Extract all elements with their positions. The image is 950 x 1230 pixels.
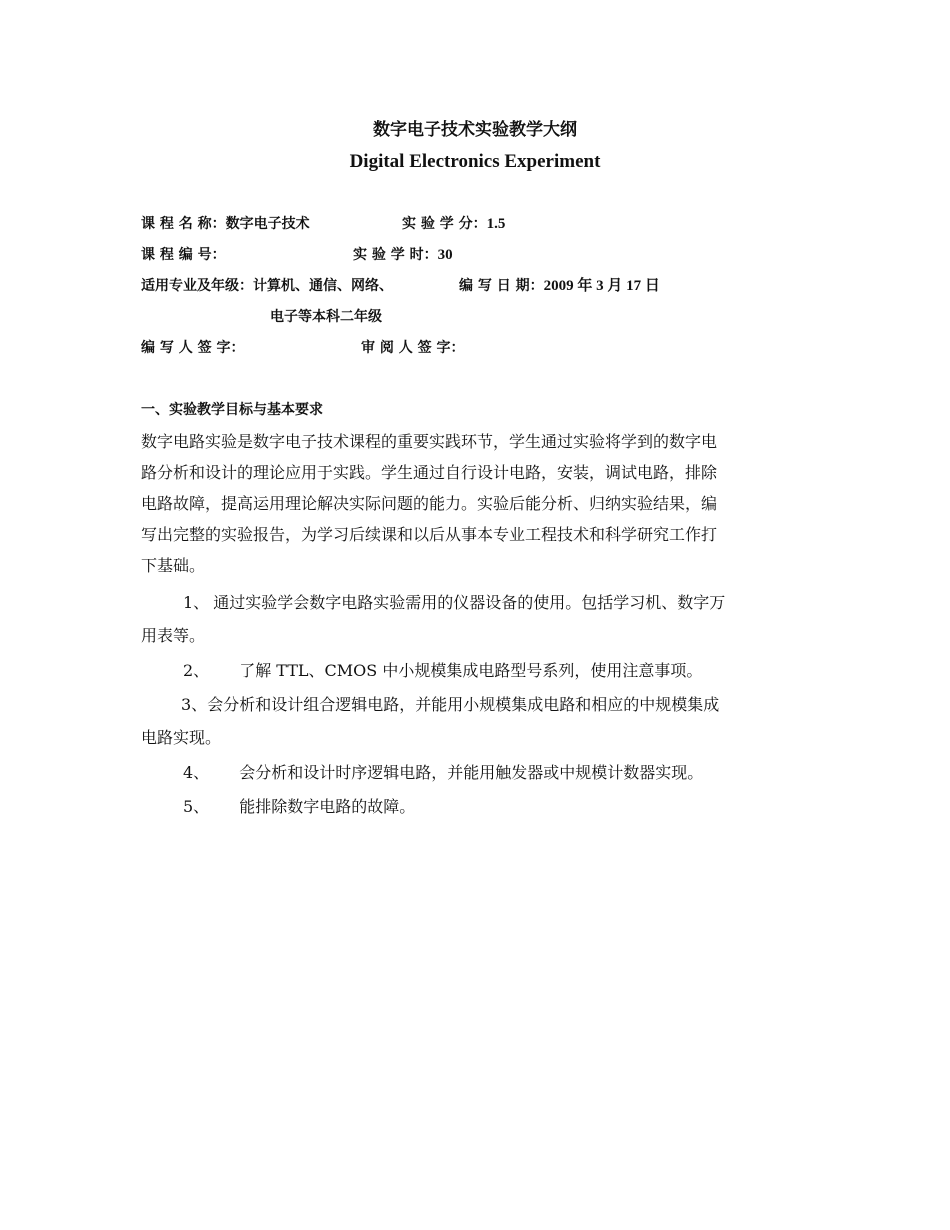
credit-value: 1.5 [486,216,506,232]
item-text: 会分析和设计时序逻辑电路，并能用触发器或中规模计数器实现。 [239,763,704,782]
requirement-item-3 [141,688,811,754]
item-text-continued: 电路实现。 [141,728,222,747]
major-label: 适用专业及年级： [141,278,253,294]
requirement-item-2 [141,654,811,687]
item-number: 4、 [183,763,210,782]
hours-row [353,245,453,265]
major-value-line1: 计算机、通信、网络、 [253,278,393,294]
major-value-line2: 电子等本科二年级 [270,309,382,325]
reviewer-sign-label: 审 阅 人 签 字： [361,340,465,356]
hours-label: 实 验 学 时： [353,247,438,263]
item-text: 了解 TTL、CMOS 中小规模集成电路型号系列，使用注意事项。 [239,661,703,680]
item-text: 能排除数字电路的故障。 [239,797,416,816]
course-code-row [141,245,226,265]
date-label: 编 写 日 期： [459,278,544,294]
author-sign-label: 编 写 人 签 字： [141,340,245,356]
requirement-item-5 [141,790,811,823]
intro-line: 写出完整的实验报告，为学习后续课和以后从事本专业工程技术和科学研究工作打 [141,525,718,544]
intro-line: 数字电路实验是数字电子技术课程的重要实践环节，学生通过实验将学到的数字电 [141,432,718,451]
author-sign-row [141,338,245,358]
date-value: 2009 年 3 月 17 日 [543,278,660,294]
reviewer-sign-row [361,338,465,358]
credit-row [402,214,505,234]
item-number: 2、 [183,661,210,680]
course-name-row [141,214,310,234]
intro-paragraph [141,426,811,581]
credit-label: 实 验 学 分： [402,216,487,232]
item-number: 5、 [183,797,210,816]
section-heading: 一、实验教学目标与基本要求 [141,402,323,418]
requirement-item-1 [141,586,811,652]
intro-line: 路分析和设计的理论应用于实践。学生通过自行设计电路，安装，调试电路，排除 [141,463,718,482]
course-code-label: 课 程 编 号： [141,247,226,263]
intro-line: 下基础。 [141,556,206,575]
major-row [141,276,393,296]
item-text-continued: 用表等。 [141,626,206,645]
requirement-item-4 [141,756,811,789]
item-text: 通过实验学会数字电路实验需用的仪器设备的使用。包括学习机、数字万 [213,593,726,612]
major-row-continued [270,307,382,327]
course-name-value: 数字电子技术 [225,216,310,232]
date-row [459,276,660,296]
item-number: 1、 [183,593,210,612]
course-name-label: 课 程 名 称： [141,216,226,232]
item-text: 会分析和设计组合逻辑电路，并能用小规模集成电路和相应的中规模集成 [207,695,720,714]
intro-line: 电路故障，提高运用理论解决实际问题的能力。实验后能分析、归纳实验结果，编 [141,494,718,513]
hours-value: 30 [437,247,453,263]
document-title-chinese: 数字电子技术实验教学大纲 [373,120,577,140]
document-title-english: Digital Electronics Experiment [349,151,601,172]
item-number: 3、 [181,695,208,714]
